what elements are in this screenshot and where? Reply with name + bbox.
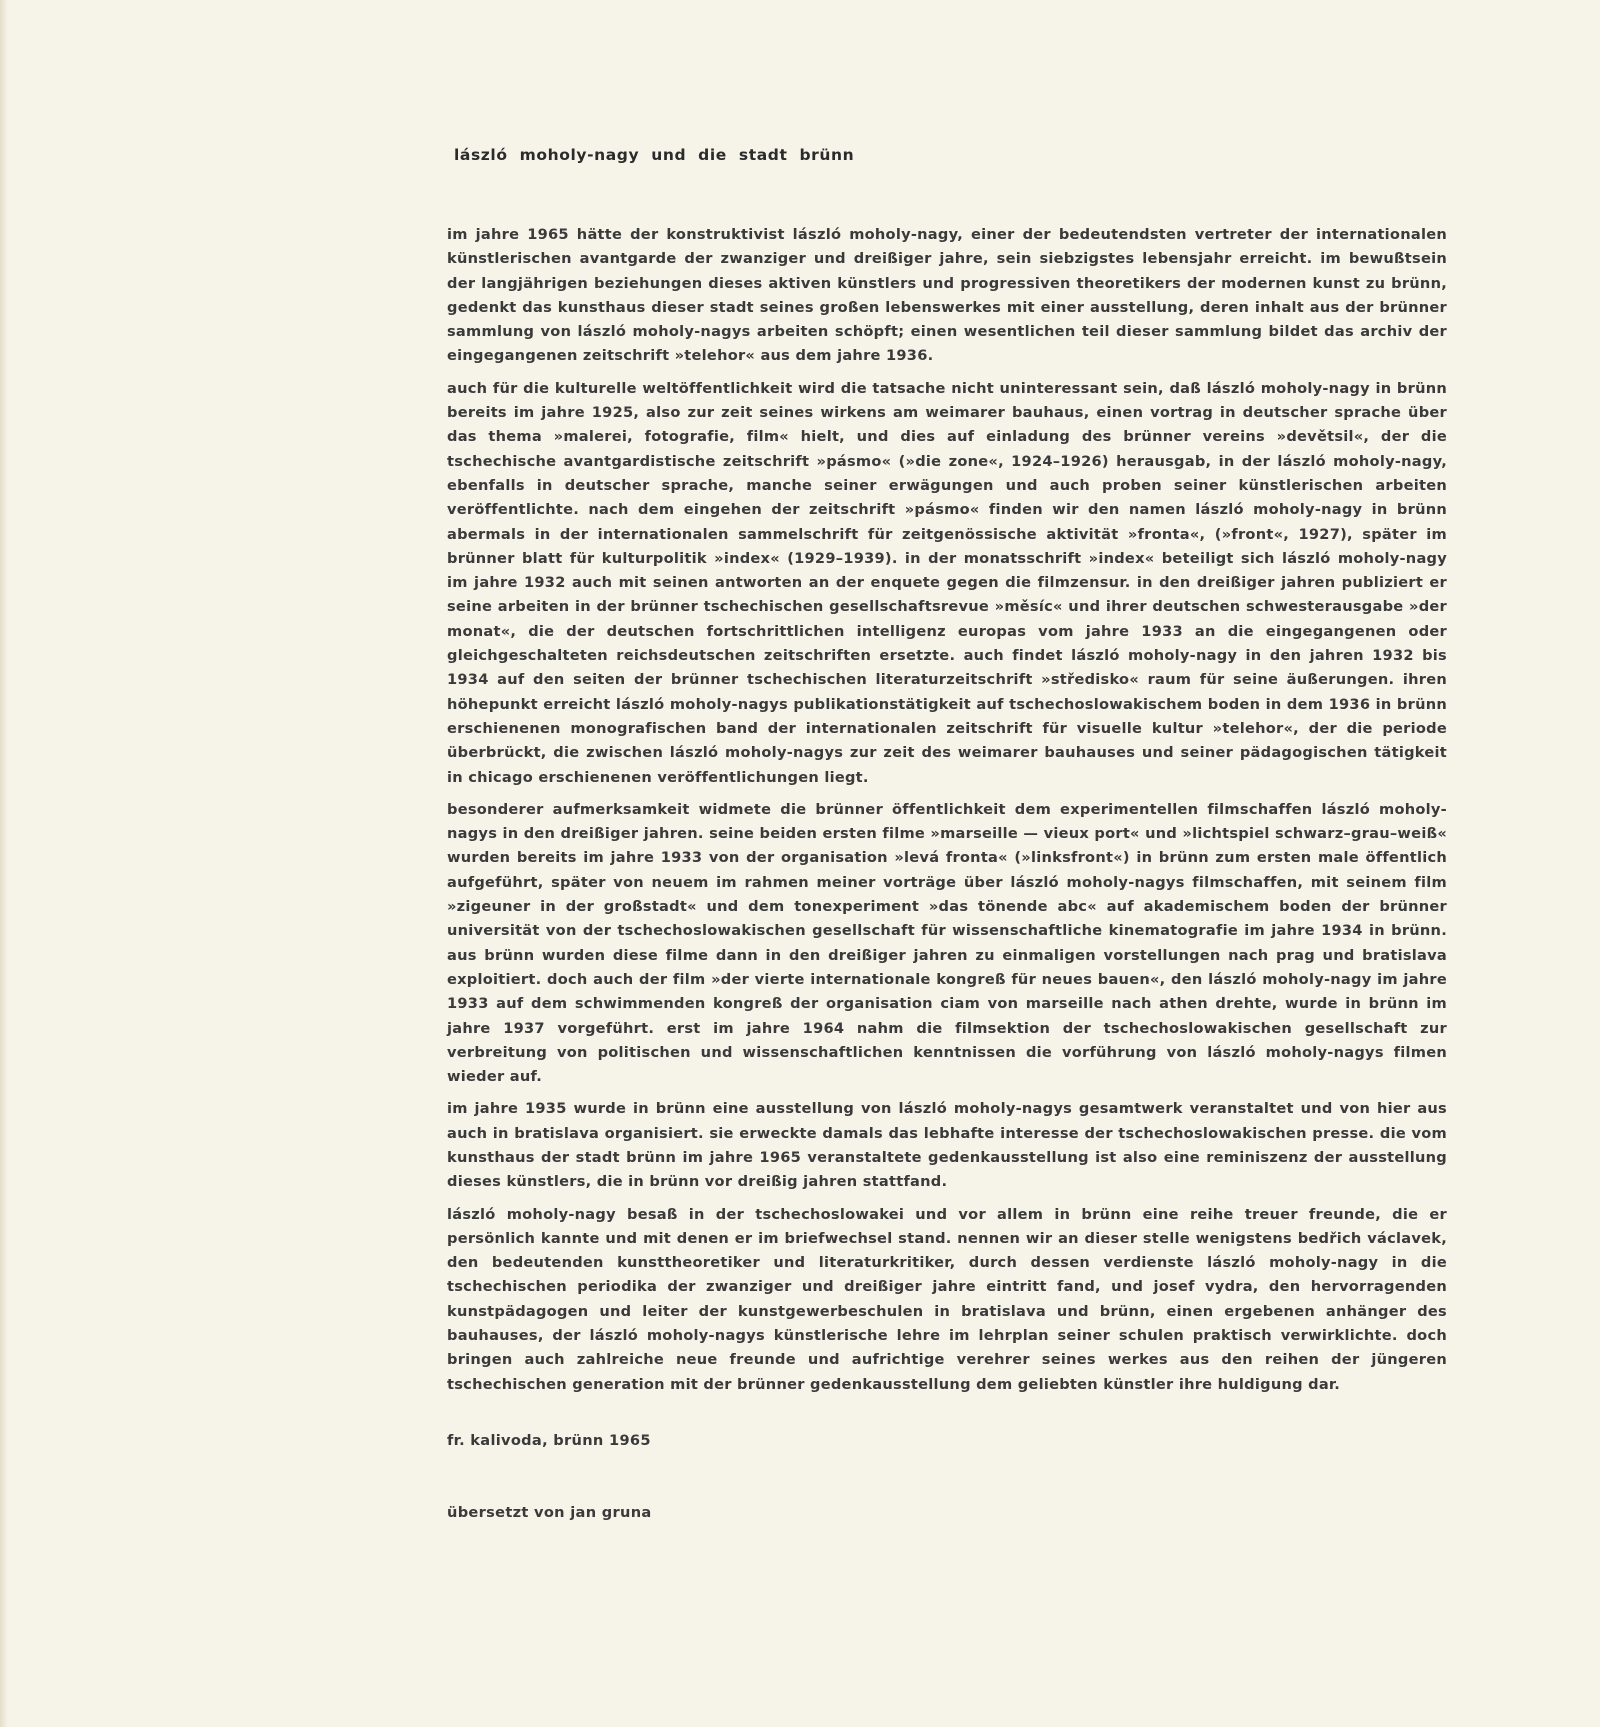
author-signature: fr. kalivoda, brünn 1965 bbox=[447, 1431, 651, 1449]
paragraph-1: im jahre 1965 hätte der konstruktivist lászló moholy-nagy, einer der bedeutendsten vertreter der internationalen künstlerischen avantgarde der zwanziger und dreißiger jahre, sein siebzigstes lebensjahr erreicht. im bewußtsein der langjährigen beziehungen dieses aktiven künstlers und progressiven theoretikers der modernen kunst zu brünn, gedenkt das kunsthaus dieser stadt seines großen lebenswerkes mit einer ausstellung, deren inhalt aus der brünner sammlung von lászló moholy-nagys arbeiten schöpft; einen wesentlichen teil dieser sammlung bildet das archiv der eingegangenen zeitschrift »telehor« aus dem jahre 1936. bbox=[447, 226, 1447, 365]
document-title: lászló moholy-nagy und die stadt brünn bbox=[454, 146, 855, 164]
paragraph-2: auch für die kulturelle weltöffentlichkeit wird die tatsache nicht uninteressant sein, daß lászló moholy-nagy in brünn bereits im jahre 1925, also zur zeit seines wirkens am weimarer bauhaus, einen vortrag in deutscher sprache über das thema »malerei, fotografie, film« hielt, und dies auf einladung des brünner vereins »devětsil«, der die tschechische avantgardistische zeitschrift »pásmo« (»die zone«, 1924–1926) herausgab, in der lászló moholy-nagy, ebenfalls in deutscher sprache, manche seiner erwägungen und auch proben seiner künstlerischen arbeiten veröffentlichte. nach dem eingehen der zeitschrift »pásmo« finden wir den namen lászló moholy-nagy in brünn abermals in der internationalen sammelschrift für zeitgenössische aktivität »fronta«, (»front«, 1927), später im brünner blatt für kulturpolitik »index« (1929–1939). in der monatsschrift »index« beteiligt sich lászló moholy-nagy im jahre 1932 auch mit seinen antworten an der enquete gegen die filmzensur. in den dreißiger jahren publiziert er seine arbeiten in der brünner tschechischen gesellschaftsrevue »měsíc« und ihrer deutschen schwesterausgabe »der monat«, die der deutschen fortschrittlichen intelligenz europas vom jahre 1933 an die eingegangenen oder gleichgeschalteten reichsdeutschen zeitschriften ersetzte. auch findet lászló moholy-nagy in den jahren 1932 bis 1934 auf den seiten der brünner tschechischen literaturzeitschrift »středisko« raum für seine äußerungen. ihren höhepunkt erreicht lászló moholy-nagys publikationstätigkeit auf tschechoslowakischem boden in dem 1936 in brünn erschienenen monografischen band der internationalen zeitschrift für visuelle kultur »telehor«, der die periode überbrückt, die zwischen lászló moholy-nagys zur zeit des weimarer bauhauses und seiner pädagogischen tätigkeit in chicago erschienenen veröffentlichungen liegt. bbox=[447, 379, 1447, 786]
paragraph-4: im jahre 1935 wurde in brünn eine ausstellung von lászló moholy-nagys gesamtwerk veranstaltet und von hier aus auch in bratislava organisiert. sie erweckte damals das lebhafte interesse der tschechoslowakischen presse. die vom kunsthaus der stadt brünn im jahre 1965 veranstaltete gedenkausstellung ist also eine reminiszenz der ausstellung dieses künstlers, die in brünn vor dreißig jahren stattfand. bbox=[447, 1100, 1447, 1191]
paragraph-5: lászló moholy-nagy besaß in der tschechoslowakei und vor allem in brünn eine reihe treuer freunde, die er persönlich kannte und mit denen er im briefwechsel stand. nennen wir an dieser stelle wenigstens bedřich václavek, den bedeutenden kunsttheoretiker und literaturkritiker, durch dessen verdienste lászló moholy-nagy in die tschechischen periodika der zwanziger und dreißiger jahre eintritt fand, und josef vydra, den hervorragenden kunstpädagogen und leiter der kunstgewerbeschulen in bratislava und brünn, einen ergebenen anhänger des bauhauses, der lászló moholy-nagys künstlerische lehre im lehrplan seiner schulen praktisch verwirklichte. doch bringen auch zahlreiche neue freunde und aufrichtige verehrer seines werkes aus den reihen der jüngeren tschechischen generation mit der brünner gedenkausstellung dem geliebten künstler ihre huldigung dar. bbox=[447, 1205, 1447, 1393]
page-edge-shadow bbox=[0, 0, 8, 1727]
document-body bbox=[447, 143, 1447, 1525]
translator-credit: übersetzt von jan gruna bbox=[447, 1503, 652, 1521]
paragraph-3: besonderer aufmerksamkeit widmete die brünner öffentlichkeit dem experimentellen filmschaffen lászló moholy-nagys in den dreißiger jahren. seine beiden ersten filme »marseille — vieux port« und »lichtspiel schwarz–grau–weiß« wurden bereits im jahre 1933 von der organisation »levá fronta« (»linksfront«) in brünn zum ersten male öffentlich aufgeführt, später von neuem im rahmen meiner vorträge über lászló moholy-nagys filmschaffen, mit seinem film »zigeuner in der großstadt« und dem tonexperiment »das tönende abc« auf akademischem boden der brünner universität von der tschechoslowakischen gesellschaft für wissenschaftliche kinematografie im jahre 1934 in brünn. aus brünn wurden diese filme dann in den dreißiger jahren zu einmaligen vorstellungen nach prag und bratislava exploitiert. doch auch der film »der vierte internationale kongreß für neues bauen«, den lászló moholy-nagy im jahre 1933 auf dem schwimmenden kongreß der organisation ciam von marseille nach athen drehte, wurde in brünn im jahre 1937 vorgeführt. erst im jahre 1964 nahm die filmsektion der tschechoslowakischen gesellschaft zur verbreitung von politischen und wissenschaftlichen kenntnissen die vorführung von lászló moholy-nagys filmen wieder auf. bbox=[447, 800, 1447, 1086]
